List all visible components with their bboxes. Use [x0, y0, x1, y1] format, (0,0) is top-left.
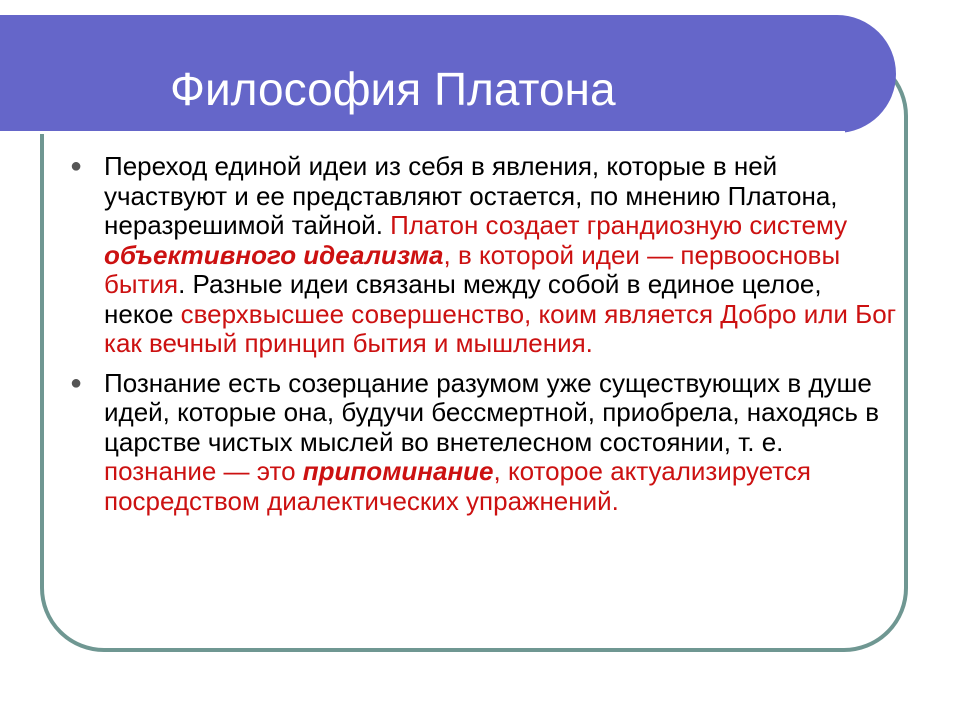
segment-text: . Разные идеи связаны между собой в единое целое, некое: [104, 269, 822, 329]
segment-text: , которое актуализируется посредством диалектических упражнений.: [104, 456, 811, 516]
bullet-item: [68, 152, 898, 359]
title-banner: [0, 15, 896, 133]
emphasis-text: объективного идеализма: [104, 239, 444, 270]
bullet-dot-icon: ●: [70, 155, 83, 177]
segment-text: Переход единой идеи из себя в явления, которые в ней участвуют и ее представляют остается, по мнению Платона, неразрешимой тайной.: [104, 151, 838, 240]
bullet-list: [68, 152, 898, 526]
segment-text: сверхвысшее совершенство, коим является Добро или Бог как вечный принцип бытия и мышления.: [104, 298, 897, 358]
slide-title: Философия Платона: [170, 63, 616, 115]
title-underline: [0, 131, 845, 134]
segment-text: познание — это: [104, 456, 303, 486]
emphasis-text: припоминание: [302, 456, 494, 486]
bullet-item: [68, 369, 898, 517]
segment-text: Платон создает грандиозную систему: [390, 210, 848, 240]
segment-text: , в которой идеи — первоосновы бытия: [104, 239, 841, 299]
segment-text: Познание есть созерцание разумом уже существующих в душе идей, которые она, будучи бессмертной, приобрела, находясь в царстве чистых мыслей во внетелесном состоянии, т. е.: [104, 367, 880, 457]
bullet-dot-icon: ●: [70, 371, 83, 394]
